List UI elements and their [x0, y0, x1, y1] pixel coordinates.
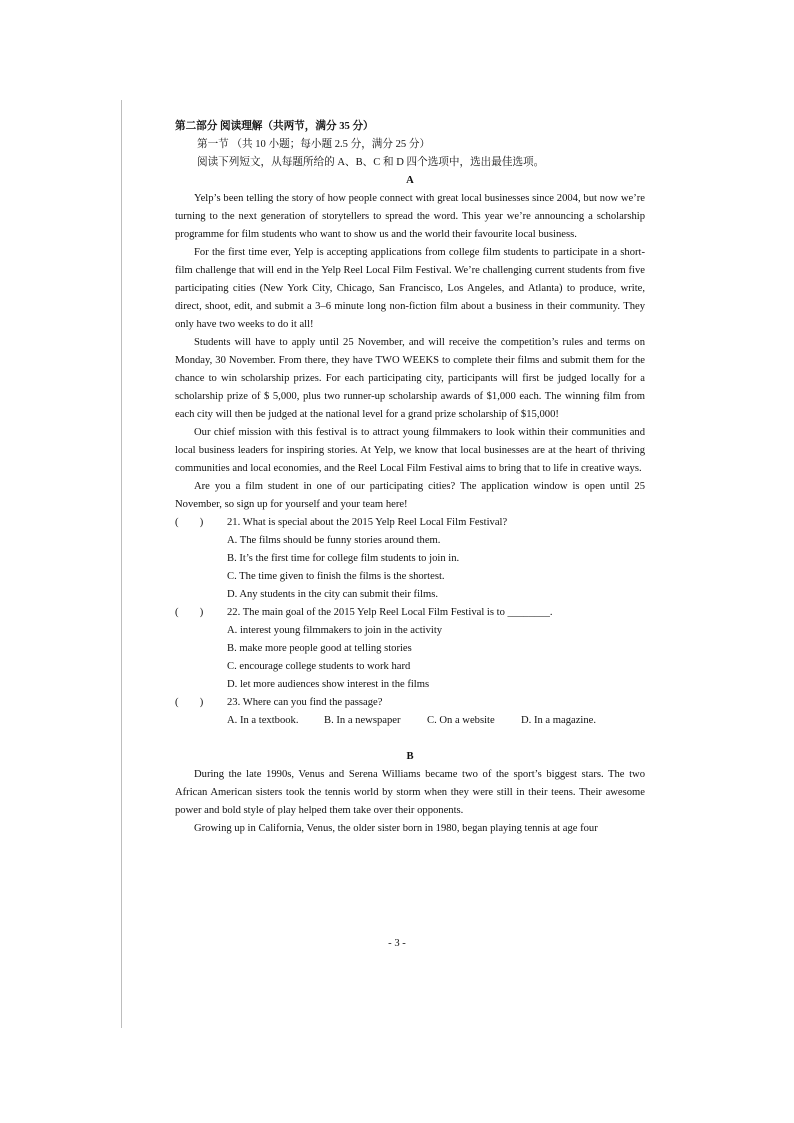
option-a: A. The films should be funny stories around them. — [227, 535, 441, 546]
option-c: C. The time given to finish the films is the shortest. — [227, 571, 445, 582]
exam-page — [175, 118, 645, 838]
page-number: - 3 - — [388, 938, 406, 949]
question-stem: 23. Where can you find the passage? — [227, 697, 383, 708]
option-b: B. make more people good at telling stories — [227, 643, 412, 654]
option-c: C. encourage college students to work hard — [227, 661, 411, 672]
option-d: D. let more audiences show interest in the films — [227, 679, 430, 690]
answer-blank[interactable]: ( ) — [175, 517, 204, 528]
option-d: D. In a magazine. — [521, 715, 597, 726]
passage-a-paragraph: Yelp’s been telling the story of how people connect with great local businesses since 2004, but now we’re turning to the next generation of storytellers to spread the word. This year we’re announcing a scholarship programme for film students who want to show us and the world their favourite local business. — [175, 193, 645, 240]
passage-b-title: B — [406, 751, 414, 762]
passage-a-paragraph: Our chief mission with this festival is to attract young filmmakers to look within their communities and local business leaders for inspiring stories. At Yelp, we know that local businesses are at the heart of thriving communities and local economies, and the Reel Local Film Festival aims to bring that to life in creative ways. — [175, 427, 645, 474]
binding-margin-line — [121, 100, 122, 1028]
passage-a-paragraph: Are you a film student in one of our participating cities? The application window is open until 25 November, so sign up for yourself and your team here! — [175, 481, 645, 510]
question-21 — [175, 514, 645, 532]
passage-a-paragraph: For the first time ever, Yelp is accepting applications from college film students to participate in a short-film challenge that will end in the Yelp Reel Local Film Festival. We’re challenging current students from five participating cities (New York City, Chicago, San Francisco, Los Angeles, and Atlanta) to produce, write, direct, shoot, edit, and submit a 3–6 minute long non-fiction film about a business in their community. They only have two weeks to do it all! — [175, 247, 645, 330]
passage-b-paragraph: During the late 1990s, Venus and Serena Williams became two of the sport’s biggest stars. The two African American sisters took the tennis world by storm when they were still in their teens. Their awesome power and bold style of play helped them take over their opponents. — [175, 769, 645, 816]
question-stem: 21. What is special about the 2015 Yelp Reel Local Film Festival? — [227, 517, 508, 528]
passage-b-paragraph: Growing up in California, Venus, the older sister born in 1980, began playing tennis at age four — [194, 823, 598, 834]
question-stem: 22. The main goal of the 2015 Yelp Reel Local Film Festival is to ________. — [227, 607, 553, 618]
options-row — [175, 712, 645, 730]
question-22 — [175, 604, 645, 622]
option-a: A. interest young filmmakers to join in the activity — [227, 625, 443, 636]
option-b: B. In a newspaper — [324, 715, 401, 726]
instructions: 阅读下列短文，从每题所给的 A、B、C 和 D 四个选项中，选出最佳选项。 — [197, 157, 545, 168]
passage-a-paragraph: Students will have to apply until 25 November, and will receive the competition’s rules and terms on Monday, 30 November. From there, they have TWO WEEKS to complete their films and submit them for the chance to win scholarship prizes. For each participating city, participants will first be judged locally for a scholarship prize of $ 5,000, plus two runner-up scholarship awards of $1,000 each. The winning film from each city will then be judged at the national level for a grand prize scholarship of $15,000! — [175, 337, 645, 420]
option-c: C. On a website — [427, 715, 495, 726]
answer-blank[interactable]: ( ) — [175, 607, 204, 618]
option-b: B. It’s the first time for college film students to join in. — [227, 553, 460, 564]
question-23 — [175, 694, 645, 712]
passage-a-title: A — [406, 175, 414, 186]
option-d: D. Any students in the city can submit their films. — [227, 589, 438, 600]
answer-blank[interactable]: ( ) — [175, 697, 204, 708]
part-title: 第二部分 阅读理解（共两节，满分 35 分） — [175, 121, 374, 132]
option-a: A. In a textbook. — [227, 715, 299, 726]
section-line: 第一节 （共 10 小题；每小题 2.5 分，满分 25 分） — [197, 139, 431, 150]
